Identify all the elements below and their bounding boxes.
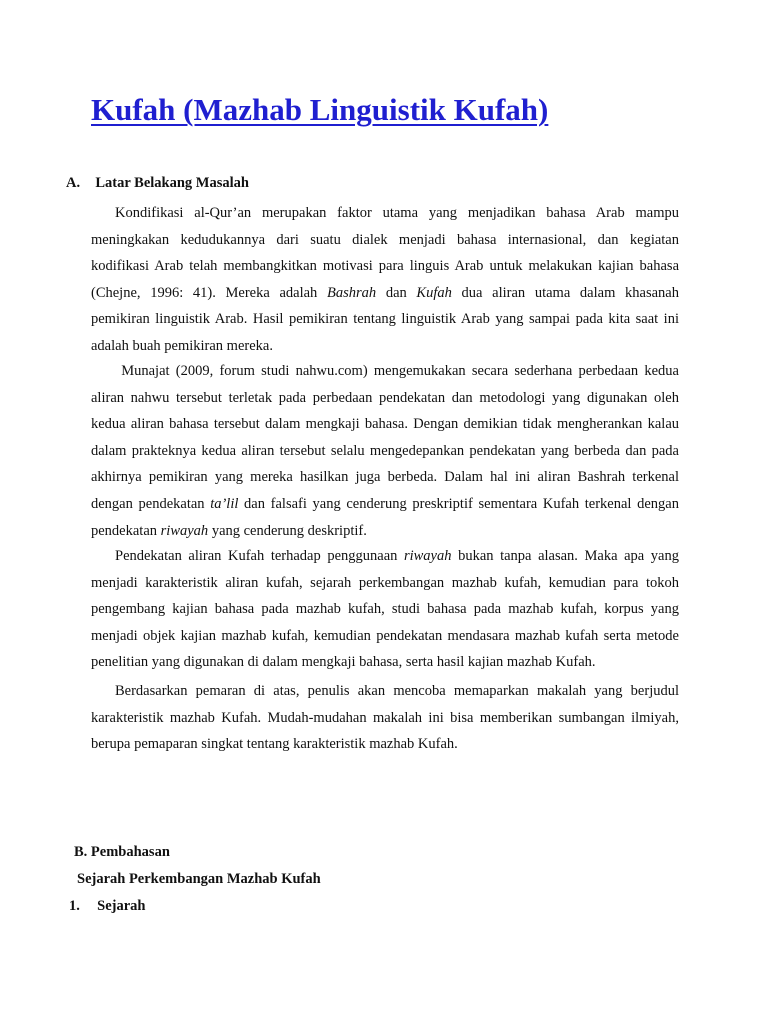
paragraph-line: Berdasarkan pemaran di atas, penulis akan mencoba memaparkan makalah yang berjudul xyxy=(115,683,679,699)
paragraph-line: kodifikasi Arab telah membangkitkan motivasi para linguis Arab untuk melakukan kajian bahasa xyxy=(91,258,679,275)
paragraph-line: Pendekatan aliran Kufah terhadap penggunaan riwayah bukan tanpa alasan. Maka apa yang xyxy=(115,548,679,564)
paragraph-2 xyxy=(91,358,679,544)
paragraph-1 xyxy=(91,200,679,360)
paragraph-line: aliran nahwu tersebut terletak pada perbedaan pendekatan dan metodologi yang digunakan oleh xyxy=(91,389,679,406)
document-title: Kufah (Mazhab Linguistik Kufah) xyxy=(91,92,549,127)
section-b-subheading: Sejarah Perkembangan Mazhab Kufah xyxy=(77,871,321,887)
paragraph-line: karakteristik mazhab Kufah. Mudah-mudahan makalah ini bisa memberikan sumbangan ilmiyah, xyxy=(91,709,679,726)
section-a-title: Latar Belakang Masalah xyxy=(95,175,249,191)
term-riwayah: riwayah xyxy=(160,522,209,539)
section-b-heading: B. Pembahasan xyxy=(74,844,170,860)
paragraph-line: (Chejne, 1996: 41). Mereka adalah Bashrah dan Kufah dua aliran utama dalam khasanah xyxy=(91,284,679,301)
paragraph-line: dalam prakteknya kedua aliran tersebut selalu mengedepankan pendekatan yang berbeda dan pada xyxy=(91,442,679,459)
paragraph-line: pengembang kajian bahasa pada mazhab kufah, studi bahasa pada mazhab kufah, korpus yang xyxy=(91,601,679,618)
paragraph-line: penelitian yang digunakan di dalam mengkaji bahasa, serta hasil kajian mazhab Kufah. xyxy=(91,654,596,671)
list-item-title: Sejarah xyxy=(97,898,146,914)
section-a-heading xyxy=(66,173,249,193)
term-bashrah: Bashrah xyxy=(326,284,377,301)
paragraph-line: berupa pemaparan singkat tentang karakteristik mazhab Kufah. xyxy=(91,736,458,753)
list-item-marker: 1. xyxy=(69,898,80,914)
paragraph-line: Kondifikasi al-Qur’an merupakan faktor utama yang menjadikan bahasa Arab mampu xyxy=(115,205,679,221)
paragraph-line: meningkakan kedudukannya dari suatu dialek menjadi bahasa internasional, dan kegiatan xyxy=(91,231,679,248)
paragraph-3 xyxy=(91,543,679,676)
term-talil: ta’lil xyxy=(210,495,239,512)
paragraph-line: Munajat (2009, forum studi nahwu.com) mengemukakan secara sederhana perbedaan kedua xyxy=(115,363,679,379)
paragraph-line: menjadi karakteristik aliran kufah, sejarah perkembangan mazhab kufah, kemudian para tokoh xyxy=(91,574,679,591)
paragraph-4 xyxy=(91,678,679,758)
paragraph-line: akhirnya pemikiran yang mereka hasilkan juga berbeda. Dalam hal ini aliran Bashrah terkenal xyxy=(91,469,679,486)
section-a-marker: A. xyxy=(66,175,81,191)
paragraph-line: pendekatan riwayah yang cenderung deskriptif. xyxy=(91,522,367,539)
paragraph-line: dengan pendekatan ta’lil dan falsafi yang cenderung preskriptif sementara Kufah terkenal dengan xyxy=(91,495,679,512)
term-kufah: Kufah xyxy=(416,284,452,301)
paragraph-line: adalah buah pemikiran mereka. xyxy=(91,337,273,354)
paragraph-line: pemikiran linguistik Arab. Hasil pemikiran tentang linguistik Arab yang sampai pada kita saat ini xyxy=(91,311,679,328)
list-item-heading xyxy=(69,896,145,916)
term-riwayah: riwayah xyxy=(403,548,452,564)
paragraph-line: menjadi objek kajian mazhab kufah, kemudian pendekatan mendasara mazhab kufah serta metode xyxy=(91,627,679,644)
paragraph-line: kedua aliran bahasa tersebut dalam mengkaji bahasa. Dengan demikian tidak mengherankan kalau xyxy=(91,416,679,433)
